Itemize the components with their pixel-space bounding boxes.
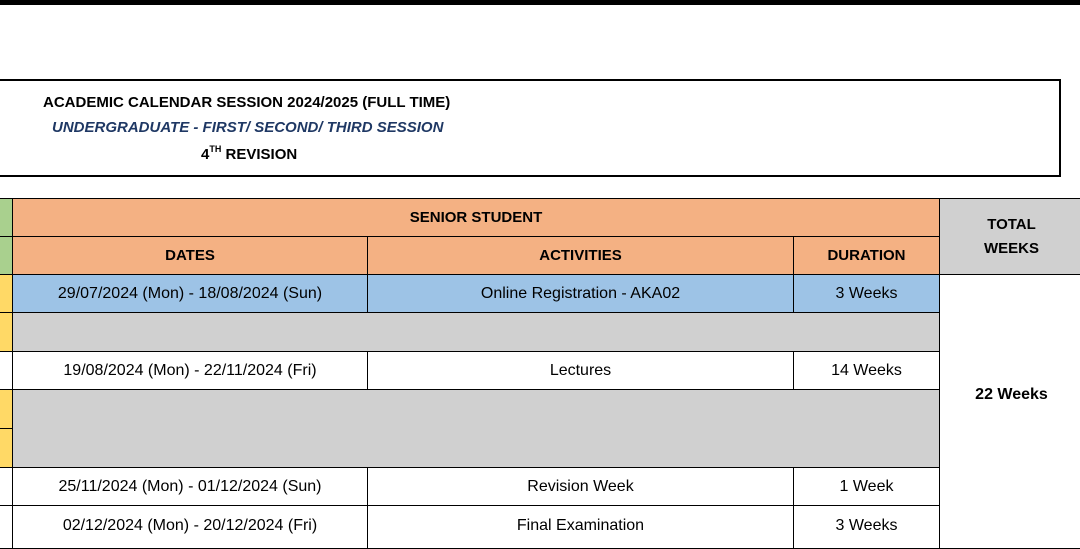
table-cell-duration: 3 Weeks: [793, 505, 940, 549]
total-weeks-header: TOTAL WEEKS: [939, 198, 1080, 275]
table-cell-duration: 1 Week: [793, 467, 940, 506]
revision-superscript: TH: [209, 144, 222, 154]
table-cell-activity: Lectures: [367, 351, 794, 390]
table-cell-activity: Revision Week: [367, 467, 794, 506]
table-row-gray: [12, 389, 940, 468]
table-cell-dates: 29/07/2024 (Mon) - 18/08/2024 (Sun): [12, 274, 368, 313]
table-cell-dates: 02/12/2024 (Mon) - 20/12/2024 (Fri): [12, 505, 368, 549]
dates-column-header: DATES: [12, 236, 368, 275]
table-cell-activity: Final Examination: [367, 505, 794, 549]
calendar-title: ACADEMIC CALENDAR SESSION 2024/2025 (FULL TIME): [43, 94, 451, 111]
table-row-gray: [12, 312, 940, 352]
table-cell-dates: 19/08/2024 (Mon) - 22/11/2024 (Fri): [12, 351, 368, 390]
calendar-subtitle: UNDERGRADUATE - FIRST/ SECOND/ THIRD SESSION: [52, 119, 444, 136]
table-cell-activity: Online Registration - AKA02: [367, 274, 794, 313]
activities-column-header: ACTIVITIES: [367, 236, 794, 275]
top-border-bar: [0, 0, 1080, 5]
senior-student-header: SENIOR STUDENT: [12, 198, 940, 237]
revision-word: REVISION: [225, 146, 298, 163]
duration-column-header: DURATION: [793, 236, 940, 275]
table-cell-dates: 25/11/2024 (Mon) - 01/12/2024 (Sun): [12, 467, 368, 506]
table-cell-duration: 14 Weeks: [793, 351, 940, 390]
revision-number: 4: [201, 146, 210, 163]
total-weeks-value: 22 Weeks: [939, 274, 1080, 549]
table-cell-duration: 3 Weeks: [793, 274, 940, 313]
revision-label: [201, 146, 297, 163]
